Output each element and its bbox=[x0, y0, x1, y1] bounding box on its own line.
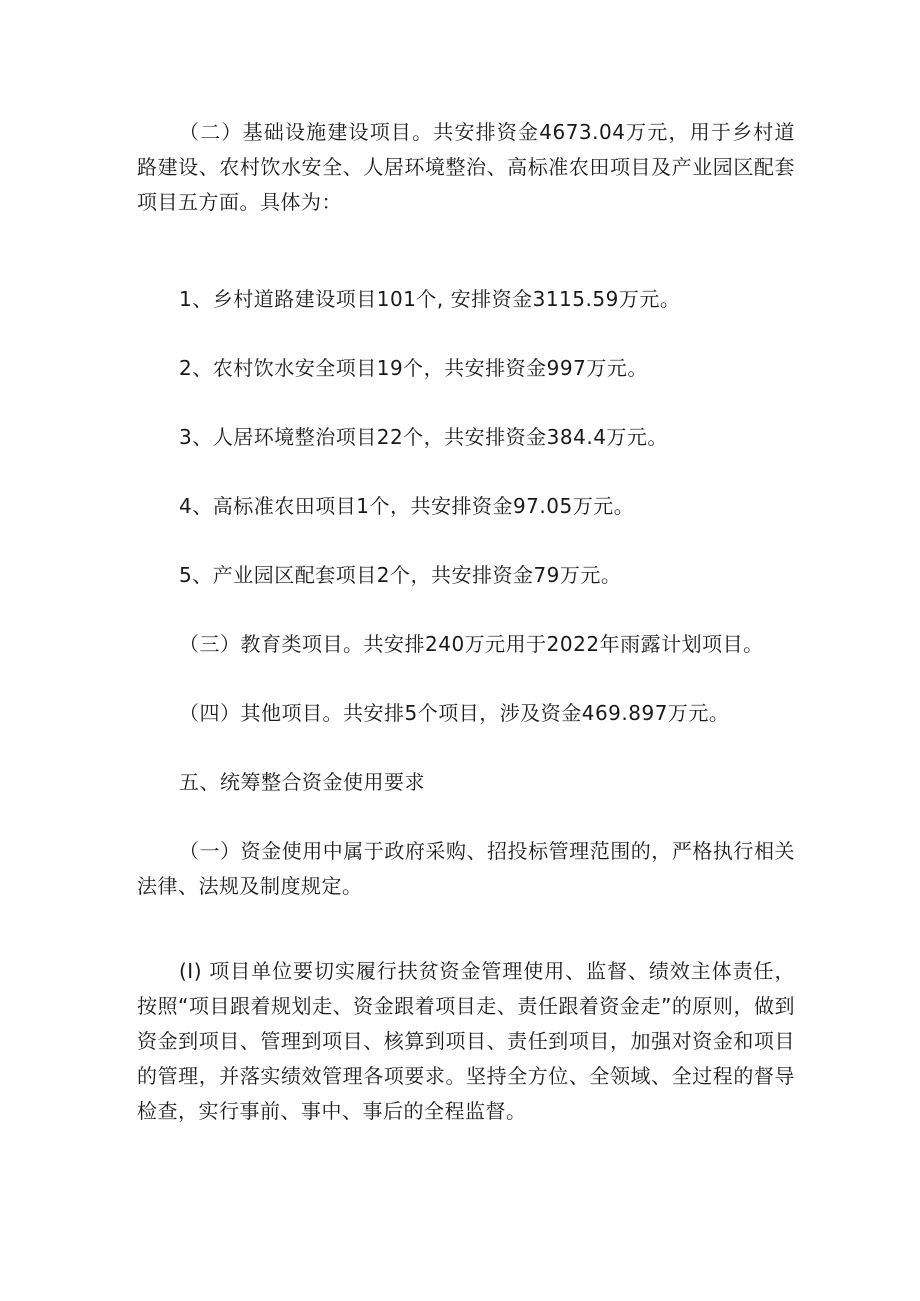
paragraph-procurement: （一）资金使用中属于政府采购、招投标管理范围的，严格执行相关法律、法规及制度规定。 bbox=[137, 839, 795, 898]
paragraph-infrastructure: （二）基础设施建设项目。共安排资金4673.04万元，用于乡村道路建设、农村饮水安全、人居环境整治、高标准农田项目及产业园区配套项目五方面。具体为： bbox=[137, 120, 795, 214]
paragraph-other-projects: （四）其他项目。共安排5个项目，涉及资金469.897万元。 bbox=[179, 701, 730, 725]
section-heading-requirements: 五、统筹整合资金使用要求 bbox=[179, 770, 425, 794]
paragraph-education: （三）教育类项目。共安排240万元用于2022年雨露计划项目。 bbox=[179, 632, 764, 656]
paragraph-drinking-water: 2、农村饮水安全项目19个，共安排资金997万元。 bbox=[179, 356, 648, 380]
paragraph-farmland: 4、高标准农田项目1个，共安排资金97.05万元。 bbox=[179, 494, 635, 518]
paragraph-rural-roads: 1、乡村道路建设项目101个, 安排资金3115.59万元。 bbox=[179, 287, 681, 311]
paragraph-industrial-park: 5、产业园区配套项目2个，共安排资金79万元。 bbox=[179, 563, 622, 587]
paragraph-living-environment: 3、人居环境整治项目22个，共安排资金384.4万元。 bbox=[179, 425, 668, 449]
paragraph-responsibility: (I) 项目单位要切实履行扶贫资金管理使用、监督、绩效主体责任，按照“项目跟着规划走、资金跟着项目走、责任跟着资金走”的原则，做到资金到项目、管理到项目、核算到项目、责任到项目，加强对资金和项目的管理，并落实绩效管理各项要求。坚持全方位、全领域、全过程的督导检查，实行事前、事中、事后的全程监督。 bbox=[137, 959, 795, 1123]
